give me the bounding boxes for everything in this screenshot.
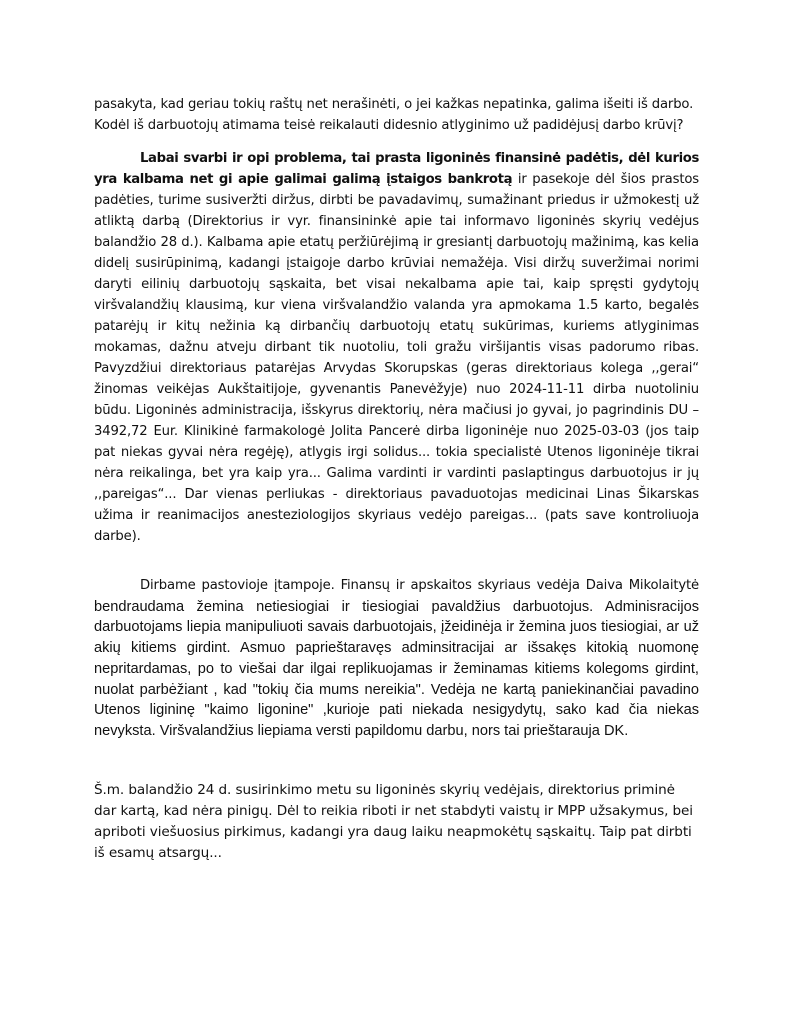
paragraph-2 [94,148,699,547]
paragraph-1-text: pasakyta, kad geriau tokių raštų net nerašinėti, o jei kažkas nepatinka, galima išeiti iš darbo. Kodėl iš darbuotojų atimama teisė reikalauti didesnio atlyginimo už padidėjusį darbo krūvį? [94,97,694,133]
paragraph-2-bold-text: Labai svarbi ir opi problema, tai prasta ligoninės finansinė padėtis, dėl kurios yra kalbama net gi apie galimai galimą įstaigos bankrotą [94,151,699,187]
paragraph-2-text: ir pasekoje dėl šios prastos padėties, turime susiveržti diržus, dirbti be pavadavimų, sumažinant priedus ir užmokestį už atliktą darbą (Direktorius ir vyr. finansininkė apie tai informavo ligoninės skyrių vedėjus balandžio 28 d.). Kalbama apie etatų peržiūrėjimą ir gresiantį darbuotojų mažinimą, kas kelia didelį susirūpinimą, kadangi įstaigoje darbo krūviai nemažėja. Visi diržų suveržimai norimi daryti eilinių darbuotojų sąskaita, bet visai nekalbama apie tai, kaip spręsti gydytojų viršvalandžių klausimą, kur viena viršvalandžio valanda yra apmokama 1.5 karto, begalės patarėjų ir kitų nežinia ką dirbančių darbuotojų etatų sukūrimas, kuriems atlyginimas mokamas, dažnu atveju dirbant tik nuotoliu, toli gražu viršijantis visas padorumo ribas. Pavyzdžiui direktoriaus patarėjas Arvydas Skorupskas (geras direktoriaus kolega ,,gerai“ žinomas veikėjas Aukštaitijoje, gyvenantis Panevėžyje) nuo 2024-11-11 dirba nuotoliniu būdu. Ligoninės administracija, išskyrus direktorių, nėra mačiusi jo gyvai, jo pagrindinis DU – 3492,72 Eur. Klinikinė farmakologė Jolita Pancerė dirba ligoninėje nuo 2025-03-03 (jos taip pat niekas gyvai nėra regėję), atlygis irgi solidus... tokia specialistė Utenos ligoninėje tikrai nėra reikalinga, bet yra kaip yra... Galima vardinti ir vardinti paslaptingus darbuotojus ir jų ,,pareigas“... Dar vienas perliukas - direktoriaus pavaduotojas medicinai Linas Šikarskas užima ir reanimacijos anesteziologijos skyriaus vedėjo pareigas... (pats save kontroliuoja darbe). [94,172,699,544]
paragraph-1 [94,94,699,136]
paragraph-3 [94,575,699,742]
paragraph-4 [94,780,699,864]
paragraph-3-text: bendraudama žemina netiesiogiai ir tiesiogiai pavaldžius darbuotojus. Adminisracijos darbuotojams liepia manipuliuoti savais darbuotojais, įžeidinėja ir žemina juos tiesiogiai, ar už akių kitiems girdint. Asmuo paprieštaravęs adminsitracijai ar išsakęs kitokią nuomonę nepritardamas, po to viešai dar ilgai replikuojamas ir žeminamas kitiems kolegoms girdint, nuolat parbėžiant , kad "tokių čia mums nereikia". Vedėja ne kartą paniekinančiai pavadino Utenos ligininę "kaimo ligonine" ,kurioje pati niekada nesigydytų, sako kad čia niekas nevyksta. Viršvalandžius liepiama versti papildomu darbu, nors tai prieštarauja DK. [94,598,699,739]
paragraph-4-text: Š.m. balandžio 24 d. susirinkimo metu su ligoninės skyrių vedėjais, direktorius priminė dar kartą, kad nėra pinigų. Dėl to reikia riboti ir net stabdyti vaistų ir MPP užsakymus, bei apriboti viešuosius pirkimus, kadangi yra daug laiku neapmokėtų sąskaitų. Taip pat dirbti iš esamų atsargų... [94,782,693,861]
paragraph-3-first-line: Dirbame pastovioje įtampoje. Finansų ir apskaitos skyriaus vedėja Daiva Mikolaitytė [140,578,699,593]
